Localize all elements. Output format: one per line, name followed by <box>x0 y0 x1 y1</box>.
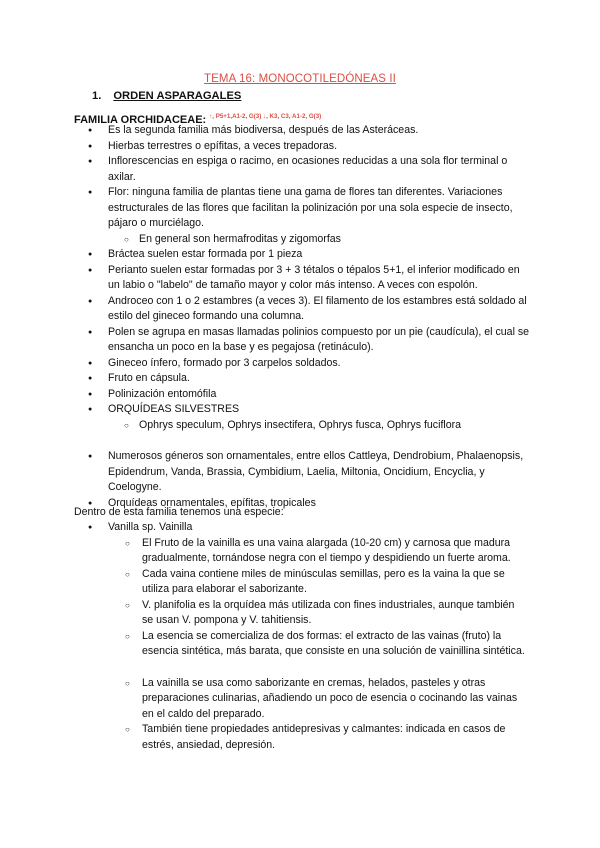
list-item: ● Polinización entomófila <box>88 387 534 403</box>
list-item-text: Flor: ninguna familia de plantas tiene una gama de flores tan diferentes. Variaciones estructurales de las flores que facilitan la polinización por una sola especie de insecto, pájaro o murciélago. <box>108 186 513 229</box>
vanilla-details-list <box>108 536 534 754</box>
family-name: FAMILIA ORCHIDACEAE: <box>74 114 207 126</box>
sublist-item-text: La esencia se comercializa de dos formas: el extracto de las vainas (fruto) la esencia sintética, más barata, que consiste en una solución de vainillina sintética. <box>142 629 525 657</box>
sublist-item: ○ Ophrys speculum, Ophrys insectifera, Ophrys fusca, Ophrys fuciflora <box>124 418 534 434</box>
sublist-item: ○ El Fruto de la vainilla es una vaina alargada (10-20 cm) y carnosa que madura gradualmente, tornándose negra con el tiempo y despidiendo un fuerte aroma. <box>125 536 526 567</box>
list-item: ● Orquídeas ornamentales, epífitas, tropicales <box>88 496 534 512</box>
section-heading <box>92 89 241 105</box>
list-item: ● Hierbas terrestres o epífitas, a veces trepadoras. <box>88 139 534 155</box>
spacer <box>142 660 526 676</box>
list-item-text: ORQUÍDEAS SILVESTRES <box>108 403 240 415</box>
sublist-item: ○ V. planifolia es la orquídea más utilizada con fines industriales, aunque también se usan V. pompona y V. tahitiensis. <box>125 598 526 629</box>
list-item: ● Polen se agrupa en masas llamadas polinios compuesto por un pie (caudícula), el cual se ensancha un poco en la base y es pegajosa (retináculo). <box>88 325 534 356</box>
list-item: ● Gineceo ínfero, formado por 3 carpelos soldados. <box>88 356 534 372</box>
intro-paragraph: Dentro de esta familia tenemos una especie: <box>74 506 284 518</box>
sublist-item: ○ La vainilla se usa como saborizante en cremas, helados, pasteles y otras preparaciones culinarias, añadiendo un poco de esencia o cocinando las vainas en el caldo del preparado. <box>125 676 526 723</box>
family-characteristics-list <box>88 123 534 511</box>
sublist-item <box>125 629 526 676</box>
sublist <box>108 418 534 434</box>
sublist-item: ○ También tiene propiedades antidepresivas y calmantes: indicada en casos de estrés, ansiedad, depresión. <box>125 722 526 753</box>
species-label: Vanilla sp. Vainilla <box>108 521 193 533</box>
spacer <box>108 433 534 449</box>
list-item: ● Numerosos géneros son ornamentales, entre ellos Cattleya, Dendrobium, Phalaenopsis, Epidendrum, Vanda, Brassia, Cymbidium, Laelia, Miltonia, Oncidium, Encyclia, y Coelogyne. <box>88 449 534 496</box>
list-item: ● Inflorescencias en espiga o racimo, en ocasiones reducidas a una sola flor terminal o axilar. <box>88 154 534 185</box>
floral-formula: ↑, P5+1,A1-2, G(3) ↓, K3, C3, A1-2, G(3) <box>209 113 322 120</box>
list-item: ● Es la segunda familia más biodiversa, después de las Asteráceas. <box>88 123 534 139</box>
section-number: 1. <box>92 90 102 102</box>
sublist-item: ○ En general son hermafroditas y zigomorfas <box>124 232 534 248</box>
list-item: ● Perianto suelen estar formadas por 3 + 3 tétalos o tépalos 5+1, el inferior modificado en un labio o "labelo" de tamaño mayor y color más intenso. A veces con espolón. <box>88 263 534 294</box>
list-item <box>88 520 534 753</box>
list-item <box>88 402 534 449</box>
sublist <box>108 232 534 248</box>
page-title: TEMA 16: MONOCOTILEDÓNEAS II <box>204 73 396 85</box>
list-item: ● Androceo con 1 o 2 estambres (a veces 3). El filamento de los estambres está soldado al estilo del gineceo formando una columna. <box>88 294 534 325</box>
list-item <box>88 185 534 247</box>
list-item: ● Bráctea suelen estar formada por 1 pieza <box>88 247 534 263</box>
list-item: ● Fruto en cápsula. <box>88 371 534 387</box>
section-title: ORDEN ASPARAGALES <box>113 90 242 102</box>
species-list <box>88 520 534 753</box>
sublist-item: ○ Cada vaina contiene miles de minúsculas semillas, pero es la vaina la que se utiliza para elaborar el saborizante. <box>125 567 526 598</box>
